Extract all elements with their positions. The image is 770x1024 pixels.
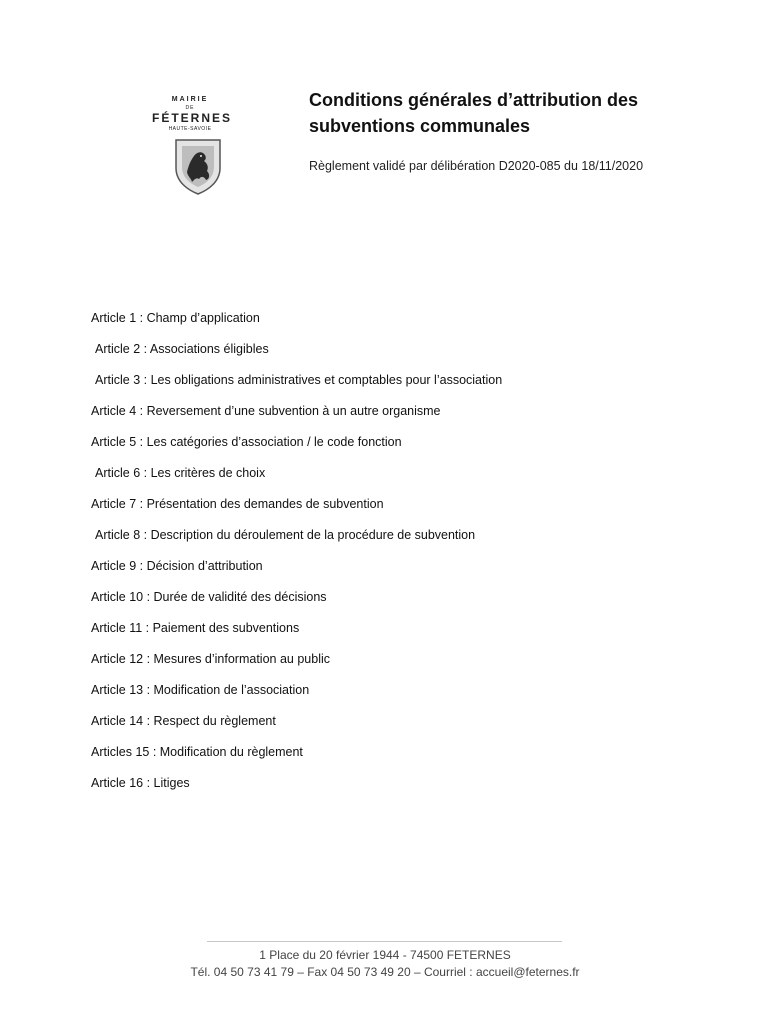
article-item: Article 12 : Mesures d’information au public — [91, 652, 331, 666]
logo-town-name: FÉTERNES — [152, 111, 233, 125]
document-subtitle: Règlement validé par délibération D2020-085 du 18/11/2020 — [309, 159, 644, 173]
article-item: Article 6 : Les critères de choix — [95, 466, 266, 480]
document-title: Conditions générales d’attribution des subventions communales — [309, 90, 639, 136]
article-item: Articles 15 : Modification du règlement — [91, 745, 303, 759]
article-item: Article 14 : Respect du règlement — [91, 714, 276, 728]
article-item: Article 13 : Modification de l’association — [91, 683, 310, 697]
logo-mairie-text: MAIRIE — [171, 96, 209, 103]
footer-contact: Tél. 04 50 73 41 79 – Fax 04 50 73 49 20 – Courriel : accueil@feternes.fr — [190, 965, 580, 979]
article-item: Article 5 : Les catégories d’association / le code fonction — [91, 435, 402, 449]
article-item: Article 3 : Les obligations administratives et comptables pour l’association — [95, 373, 503, 387]
mairie-logo — [146, 96, 233, 196]
article-item: Article 2 : Associations éligibles — [95, 342, 269, 356]
coat-of-arms-icon — [174, 138, 222, 196]
article-item: Article 9 : Décision d’attribution — [91, 559, 263, 573]
article-item: Article 4 : Reversement d’une subvention à un autre organisme — [91, 404, 441, 418]
article-item: Article 8 : Description du déroulement de la procédure de subvention — [95, 528, 476, 542]
article-list — [91, 309, 502, 805]
article-item: Article 7 : Présentation des demandes de subvention — [91, 497, 384, 511]
article-item: Article 16 : Litiges — [91, 776, 190, 790]
article-item: Article 1 : Champ d’application — [91, 311, 260, 325]
logo-de-text: DE — [185, 105, 195, 111]
footer-address: 1 Place du 20 février 1944 - 74500 FETERNES — [259, 948, 511, 962]
footer-divider — [207, 941, 562, 942]
article-item: Article 11 : Paiement des subventions — [91, 621, 300, 635]
logo-region-text: HAUTE-SAVOIE — [168, 126, 212, 132]
article-item: Article 10 : Durée de validité des décisions — [91, 590, 327, 604]
